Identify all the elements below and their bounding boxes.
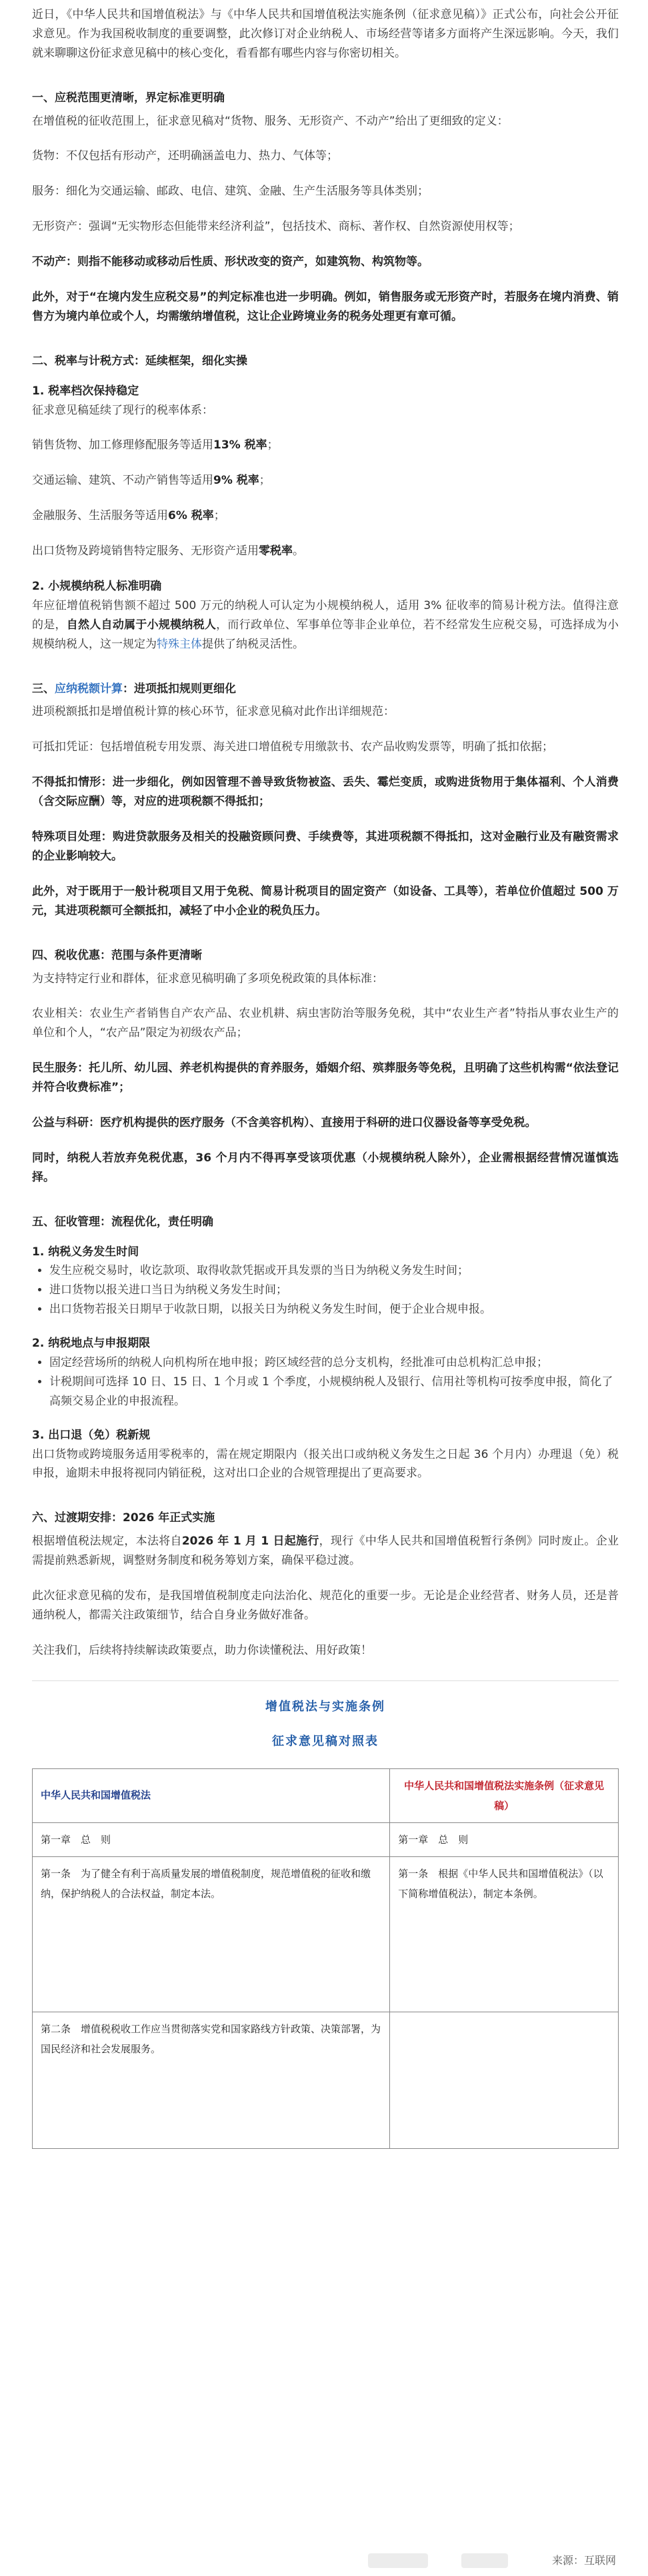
rate9-value: 9% 税率 bbox=[213, 474, 259, 488]
s1-intangible: 无形资产：强调“无实物形态但能带来经济利益”，包括技术、商标、著作权、自然资源使用权等； bbox=[32, 220, 520, 234]
rate13-text: 销售货物、加工修理修配服务等适用 bbox=[32, 438, 213, 452]
s6-p3: 关注我们，后续将持续解读政策要点，助力你读懂税法、用好政策！ bbox=[32, 1643, 372, 1657]
s1-p1: 在增值税的征收范围上，征求意见稿对“货物、服务、无形资产、不动产”给出了更细致的定义： bbox=[32, 114, 509, 128]
table-row bbox=[33, 1822, 619, 1856]
rate0-value: 零税率 bbox=[259, 544, 293, 558]
s3-p2: 可抵扣凭证：包括增值税专用发票、海关进口增值税专用缴款书、农产品收购发票等，明确了抵扣依据； bbox=[32, 740, 553, 754]
article1-right: 第一条 根据《中华人民共和国增值税法》（以下简称增值税法），制定本条例。 bbox=[390, 1856, 619, 2012]
chapter-left: 第一章 总 则 bbox=[33, 1822, 390, 1856]
table-row bbox=[33, 2012, 619, 2148]
sub2-text-d: 提供了纳税灵活性。 bbox=[202, 637, 304, 651]
s1-realestate: 不动产：则指不能移动或移动后性质、形状改变的资产，如建筑物、构筑物等。 bbox=[32, 255, 429, 269]
s2-sub1-paragraph: 征求意见稿延续了现行的税率体系： bbox=[32, 403, 213, 417]
s3-p1: 进项税额抵扣是增值税计算的核心环节，征求意见稿对此作出详细规范： bbox=[32, 705, 395, 719]
article2-left: 第二条 增值税税收工作应当贯彻落实党和国家路线方针政策、决策部署，为国民经济和社会发展服务。 bbox=[33, 2012, 390, 2148]
comparison-section bbox=[32, 1680, 619, 2149]
s4-p3: 民生服务：托儿所、幼儿园、养老机构提供的育养服务，婚姻介绍、殡葬服务等免税，且明确了这些机构需“依法登记并符合收费标准”； bbox=[32, 1061, 619, 1095]
list-item: • 计税期间可选择 10 日、15 日、1 个月或 1 个季度，小规模纳税人及银行、信用社等机构可按季度申报，简化了高频交易企业的申报流程。 bbox=[49, 1373, 619, 1411]
s2-rate0 bbox=[32, 542, 619, 561]
rate0-end: 。 bbox=[293, 544, 304, 558]
article bbox=[0, 5, 648, 2576]
tax-calc-link[interactable]: 应纳税额计算 bbox=[55, 682, 123, 696]
s1-services: 服务：细化为交通运输、邮政、电信、建筑、金融、生产生活服务等具体类别； bbox=[32, 185, 429, 199]
s6-p1-c: ，现行《中华人民共和国增值税暂行条例》同时废止。企业需提前熟悉新规，调整财务制度和税务筹划方案，确保平稳过渡。 bbox=[32, 1535, 619, 1568]
s5-sub3-title: 3. 出口退（免）税新规 bbox=[32, 1428, 151, 1442]
col1-header bbox=[33, 1768, 390, 1822]
s2-sub2-title: 2. 小规模纳税人标准明确 bbox=[32, 580, 162, 594]
list-item: • 出口货物若报关日期早于收款日期，以报关日为纳税义务发生时间，便于企业合规申报。 bbox=[49, 1300, 619, 1319]
s4-p4: 公益与科研：医疗机构提供的医疗服务（不含美容机构）、直接用于科研的进口仪器设备等享受免税。 bbox=[32, 1115, 537, 1129]
section-3-title bbox=[32, 680, 619, 699]
table-row bbox=[33, 1856, 619, 2012]
article2-right bbox=[390, 2012, 619, 2148]
s4-p2: 农业相关：农业生产者销售自产农产品、农业机耕、病虫害防治等服务免税，其中“农业生产者”特指从事农业生产的单位和个人，“农产品”限定为初级农产品； bbox=[32, 1007, 619, 1040]
rate6-value: 6% 税率 bbox=[168, 509, 214, 523]
rate6-text: 金融服务、生活服务等适用 bbox=[32, 509, 168, 523]
s4-p5: 同时，纳税人若放弃免税优惠，36 个月内不得再享受该项优惠（小规模纳税人除外），企业需根据经营情况谨慎选择。 bbox=[32, 1151, 619, 1184]
s5-sub3-paragraph: 出口货物或跨境服务适用零税率的，需在规定期限内（报关出口或纳税义务发生之日起 36 个月内）办理退（免）税申报，逾期未申报将视同内销征税，这对出口企业的合规管理提出了更高要求。 bbox=[32, 1447, 619, 1481]
comparison-table bbox=[32, 1768, 619, 2149]
s1-domestic: 此外，对于“在境内发生应税交易”的判定标准也进一步明确。例如，销售服务或无形资产时，若服务在境内消费、销售方为境内单位或个人，均需缴纳增值税，这让企业跨境业务的税务处理更有章可循。 bbox=[32, 291, 619, 323]
comparison-heading-2: 征求意见稿对照表 bbox=[272, 1734, 379, 1749]
section-2-title: 二、税率与计税方式：延续框架，细化实操 bbox=[32, 354, 247, 368]
section-1-title: 一、应税范围更清晰，界定标准更明确 bbox=[32, 91, 225, 105]
s1-goods: 货物：不仅包括有形动产，还明确涵盖电力、热力、气体等； bbox=[32, 149, 338, 163]
rate6-end: ； bbox=[213, 509, 225, 523]
table-header-row bbox=[33, 1768, 619, 1822]
source-label: 来源：互联网 bbox=[552, 2551, 616, 2569]
rate0-text: 出口货物及跨境销售特定服务、无形资产适用 bbox=[32, 544, 259, 558]
list-item: • 进口货物以报关进口当日为纳税义务发生时间； bbox=[49, 1281, 619, 1300]
s4-p1: 为支持特定行业和群体，征求意见稿明确了多项免税政策的具体标准： bbox=[32, 971, 383, 985]
special-entity-link[interactable]: 特殊主体 bbox=[157, 637, 202, 651]
blurred-watermark bbox=[461, 2553, 508, 2568]
s2-rate9 bbox=[32, 471, 619, 490]
s3-p4: 特殊项目处理：购进贷款服务及相关的投融资顾问费、手续费等，其进项税额不得抵扣，这对金融行业及有融资需求的企业影响较大。 bbox=[32, 830, 619, 863]
s5-sub2-list bbox=[32, 1353, 619, 1411]
s3-title-suffix: ：进项抵扣规则更细化 bbox=[123, 682, 236, 696]
sub2-text-b: 自然人自动属于小规模纳税人 bbox=[66, 618, 217, 632]
rate9-text: 交通运输、建筑、不动产销售等适用 bbox=[32, 474, 213, 488]
list-item: • 发生应税交易时，收讫款项、取得收款凭据或开具发票的当日为纳税义务发生时间； bbox=[49, 1261, 619, 1281]
col1-header-text: 中华人民共和国增值税法 bbox=[41, 1788, 151, 1801]
intro-paragraph: 近日，《中华人民共和国增值税法》与《中华人民共和国增值税法实施条例（征求意见稿）》正式公布，向社会公开征求意见。作为我国税收制度的重要调整，此次修订对企业纳税人、市场经营等诸多方面将产生深远影响。今天，我们就来聊聊这份征求意见稿中的核心变化，看看都有哪些内容与你密切相关。 bbox=[32, 8, 619, 60]
s5-sub2-title: 2. 纳税地点与申报期限 bbox=[32, 1337, 151, 1351]
s5-sub1-list bbox=[32, 1261, 619, 1319]
section-4-title: 四、税收优惠：范围与条件更清晰 bbox=[32, 948, 202, 962]
sub2-text-c: ，而行政单位、军事单位等非企业单位，若不经常发生应税交易，可选择成为小规模纳税人，这一规定为 bbox=[32, 618, 619, 651]
s6-p1 bbox=[32, 1532, 619, 1571]
rate13-end: ； bbox=[267, 438, 279, 452]
list-item: • 固定经营场所的纳税人向机构所在地申报；跨区域经营的总分支机构，经批准可由总机构汇总申报； bbox=[49, 1353, 619, 1373]
section-6-title: 六、过渡期安排：2026 年正式实施 bbox=[32, 1511, 215, 1525]
s3-p3: 不得抵扣情形：进一步细化，例如因管理不善导致货物被盗、丢失、霉烂变质，或购进货物用于集体福利、个人消费（含交际应酬）等，对应的进项税额不得抵扣； bbox=[32, 776, 619, 809]
chapter-right: 第一章 总 则 bbox=[390, 1822, 619, 1856]
s2-rate6 bbox=[32, 506, 619, 526]
rate9-end: ； bbox=[259, 474, 271, 488]
s3-p5: 此外，对于既用于一般计税项目又用于免税、简易计税项目的固定资产（如设备、工具等），若单位价值超过 500 万元，其进项税额可全额抵扣，减轻了中小企业的税负压力。 bbox=[32, 884, 619, 918]
col2-header: 中华人民共和国增值税法实施条例（征求意见稿） bbox=[390, 1768, 619, 1822]
section-5-title: 五、征收管理：流程优化，责任明确 bbox=[32, 1215, 213, 1229]
sub2-text-a: 年应征增值税销售额不超过 500 万元的纳税人可认定为小规模纳税人，适用 3% 征收率的简易计税方法。值得注意的是， bbox=[32, 598, 619, 632]
effective-date: 2026 年 1 月 1 日起施行 bbox=[181, 1535, 319, 1549]
article1-left: 第一条 为了健全有利于高质量发展的增值税制度，规范增值税的征收和缴纳，保护纳税人的合法权益，制定本法。 bbox=[33, 1856, 390, 2012]
s6-p2: 此次征求意见稿的发布，是我国增值税制度走向法治化、规范化的重要一步。无论是企业经营者、财务人员，还是普通纳税人，都需关注政策细节，结合自身业务做好准备。 bbox=[32, 1589, 619, 1622]
s5-sub1-title: 1. 纳税义务发生时间 bbox=[32, 1245, 139, 1259]
comparison-heading-1: 增值税法与实施条例 bbox=[265, 1699, 385, 1714]
s2-sub2-paragraph bbox=[32, 596, 619, 654]
s2-rate13 bbox=[32, 436, 619, 455]
blurred-watermark bbox=[368, 2553, 428, 2568]
s3-title-prefix: 三、 bbox=[32, 682, 55, 696]
s2-sub1-title: 1. 税率档次保持稳定 bbox=[32, 384, 139, 398]
s6-p1-a: 根据增值税法规定，本法将自 bbox=[32, 1535, 182, 1549]
rate13-value: 13% 税率 bbox=[213, 438, 267, 452]
